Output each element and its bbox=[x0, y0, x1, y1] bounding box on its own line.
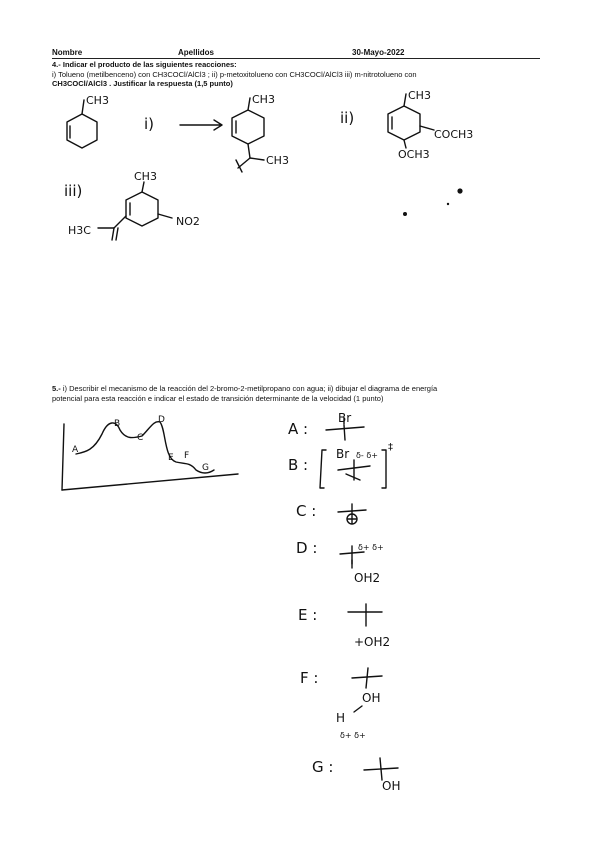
species-f-extra-h: H bbox=[336, 711, 346, 725]
product-iii-ch3: CH3 bbox=[134, 170, 157, 183]
question-4-line-3: CH3COCl/AlCl3 . Justificar la respuesta (1,5 punto) bbox=[52, 79, 233, 89]
species-a-group: Br bbox=[338, 411, 352, 425]
product-ii-coch3: COCH3 bbox=[434, 128, 474, 141]
handwritten-labels bbox=[64, 89, 473, 793]
question-4-title: 4.- Indicar el producto de las siguientes reacciones: bbox=[52, 60, 237, 69]
label-ii: ii) bbox=[340, 109, 355, 127]
product-ii-och3: OCH3 bbox=[398, 148, 430, 161]
diagram-point-g: G bbox=[202, 463, 209, 473]
diagram-point-c: C bbox=[137, 433, 144, 443]
species-b-charges: δ- δ+ bbox=[356, 451, 378, 460]
species-e-label: E : bbox=[298, 606, 318, 624]
product-iii-no2: NO2 bbox=[176, 215, 200, 228]
species-g-group: OH bbox=[382, 779, 401, 793]
species-f-label: F : bbox=[300, 669, 319, 687]
reaction-arrow bbox=[180, 120, 222, 130]
species-b-group: Br bbox=[336, 447, 350, 461]
diagram-point-a: A bbox=[72, 445, 79, 455]
species-f-structure bbox=[352, 668, 382, 712]
species-f-group: OH bbox=[362, 691, 381, 705]
diagram-point-d: D bbox=[158, 415, 165, 425]
species-c-structure bbox=[338, 504, 366, 524]
species-e-structure bbox=[348, 604, 382, 626]
reaction-arrow-glyph: ⟶ bbox=[306, 111, 327, 127]
species-d-label: D : bbox=[296, 539, 318, 557]
question-4-line-2: i) Tolueno (metilbenceno) con CH3COCl/AlCl3 ; ii) p-metoxitolueno con CH3COCl/AlCl3 iii) m-nitrotolueno con bbox=[52, 69, 417, 79]
species-g-structure bbox=[364, 758, 398, 780]
species-e-group: +OH2 bbox=[354, 635, 391, 649]
label-iii: iii) bbox=[64, 182, 83, 200]
toluene-structure bbox=[67, 100, 97, 148]
toluene-ch3: CH3 bbox=[86, 94, 109, 107]
apellidos-label: Apellidos bbox=[178, 48, 215, 57]
label-i: i) bbox=[144, 115, 155, 133]
species-g-label: G : bbox=[312, 758, 334, 776]
species-f-charges: δ+ δ+ bbox=[340, 731, 366, 740]
product-i-structure bbox=[232, 98, 264, 172]
species-d-group: OH2 bbox=[354, 571, 381, 585]
species-c-label: C : bbox=[296, 502, 317, 520]
species-d-charges: δ+ δ+ bbox=[358, 543, 384, 552]
species-b-ts-mark: ‡ bbox=[388, 442, 393, 453]
question-5-line-2: potencial para esta reacción e indicar el estado de transición determinante de la velocidad (1 punto) bbox=[52, 393, 384, 403]
product-ii-structure bbox=[388, 94, 434, 148]
ink-specks bbox=[403, 188, 463, 216]
nombre-label: Nombre bbox=[52, 48, 83, 57]
product-iii-structure bbox=[98, 182, 172, 240]
diagram-point-f: F bbox=[184, 451, 190, 461]
product-iii-h3c: H3C bbox=[68, 224, 91, 237]
diagram-point-e: E bbox=[168, 453, 174, 463]
exam-date: 30-Mayo-2022 bbox=[352, 48, 405, 57]
species-b-label: B : bbox=[288, 456, 309, 474]
product-i-ch3-bottom: CH3 bbox=[266, 154, 289, 167]
product-i-ch3: CH3 bbox=[252, 93, 275, 106]
diagram-point-b: B bbox=[114, 419, 121, 429]
question-5-line-1: 5.- i) Describir el mecanismo de la reacción del 2-bromo-2-metilpropano con agua; ii) dibujar el diagrama de energía bbox=[52, 384, 438, 393]
energy-diagram bbox=[62, 422, 238, 490]
product-ii-ch3: CH3 bbox=[408, 89, 431, 102]
species-a-label: A : bbox=[288, 420, 309, 438]
